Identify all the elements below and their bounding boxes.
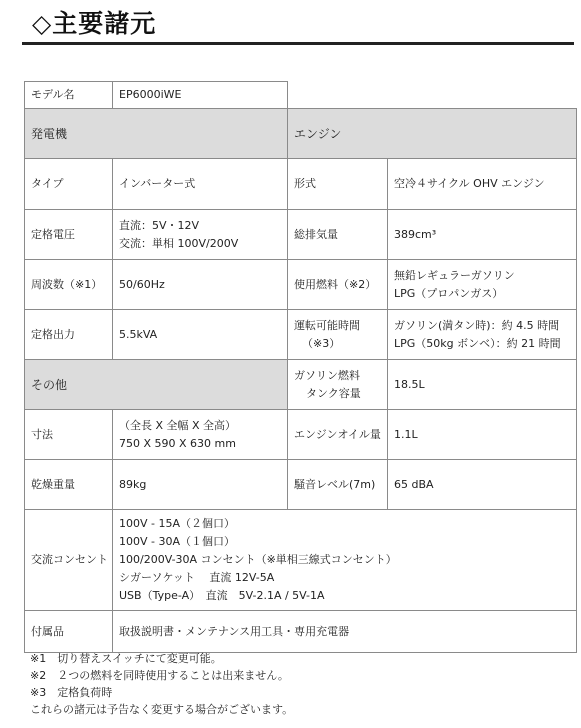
dimensions-value <box>113 410 288 460</box>
dimensions-label: 寸法 <box>25 410 113 460</box>
table-row <box>25 510 577 611</box>
runtime-label-line1: 運転可能時間 <box>294 318 360 332</box>
spec-table <box>24 81 577 653</box>
table-row <box>25 611 577 653</box>
runtime-gasoline: ガソリン(満タン時)：約 4.5 時間 <box>394 318 560 332</box>
tank-label <box>288 360 388 410</box>
runtime-label-line2: （※3） <box>302 336 341 350</box>
fuel-gasoline: 無鉛レギュラーガソリン <box>394 268 515 282</box>
engine-type-label: 形式 <box>288 159 388 210</box>
frequency-value: 50/60Hz <box>113 260 288 310</box>
output-value: 5.5kVA <box>113 310 288 360</box>
outlet-line: 100V - 15A（２個口） <box>119 517 236 530</box>
model-value: EP6000iWE <box>113 82 288 109</box>
table-row <box>25 410 577 460</box>
voltage-ac: 交流：単相 100V/200V <box>119 236 239 250</box>
tank-label-line2: タンク容量 <box>306 386 361 400</box>
oil-label: エンジンオイル量 <box>288 410 388 460</box>
table-row <box>25 260 577 310</box>
dimensions-caption: （全長 X 全幅 X 全高） <box>119 418 237 432</box>
outlet-value <box>113 510 577 611</box>
voltage-label: 定格電圧 <box>25 210 113 260</box>
displacement-value: 389cm³ <box>388 210 577 260</box>
fuel-lpg: LPG（プロパンガス） <box>394 286 504 300</box>
page-title: ◇主要諸元 <box>32 9 157 38</box>
type-value: インバーター式 <box>113 159 288 210</box>
outlet-line: シガーソケット 直流 12V-5A <box>119 571 275 584</box>
voltage-dc: 直流：5V・12V <box>119 218 200 232</box>
outlet-line: 100/200V-30A コンセント（※単相三線式コンセント） <box>119 553 397 566</box>
footnote: これらの諸元は予告なく変更する場合がございます。 <box>30 703 294 716</box>
footnote: ※3 定格負荷時 <box>30 686 113 699</box>
fuel-value <box>388 260 577 310</box>
footnote: ※2 ２つの燃料を同時使用することは出来ません。 <box>30 669 289 682</box>
title-divider <box>22 42 574 45</box>
dimensions-numbers: 750 X 590 X 630 mm <box>119 436 236 450</box>
tank-value: 18.5L <box>388 360 577 410</box>
type-label: タイプ <box>25 159 113 210</box>
model-label: モデル名 <box>25 82 113 109</box>
weight-value: 89kg <box>113 460 288 510</box>
fuel-label: 使用燃料（※2） <box>288 260 388 310</box>
engine-header: エンジン <box>288 109 577 159</box>
runtime-lpg: LPG（50kg ボンベ）：約 21 時間 <box>394 336 561 350</box>
tank-label-line1: ガソリン燃料 <box>294 368 360 382</box>
table-row <box>25 82 577 109</box>
runtime-value <box>388 310 577 360</box>
output-label: 定格出力 <box>25 310 113 360</box>
outlet-line: 100V - 30A（１個口） <box>119 535 236 548</box>
runtime-label <box>288 310 388 360</box>
engine-type-value: 空冷４サイクル OHV エンジン <box>388 159 577 210</box>
table-row <box>25 159 577 210</box>
weight-label: 乾燥重量 <box>25 460 113 510</box>
outlet-line: USB（Type-A） 直流 5V-2.1A / 5V-1A <box>119 589 325 602</box>
generator-header: 発電機 <box>25 109 288 159</box>
table-row <box>25 210 577 260</box>
frequency-label: 周波数（※1） <box>25 260 113 310</box>
noise-label: 騒音レベル(7m) <box>288 460 388 510</box>
outlet-label: 交流コンセント <box>25 510 113 611</box>
voltage-value <box>113 210 288 260</box>
accessories-value: 取扱説明書・メンテナンス用工具・専用充電器 <box>113 611 577 653</box>
other-header: その他 <box>25 360 288 410</box>
displacement-label: 総排気量 <box>288 210 388 260</box>
table-row <box>25 460 577 510</box>
table-row <box>25 360 577 410</box>
blank-cell <box>288 82 577 109</box>
oil-value: 1.1L <box>388 410 577 460</box>
footnote: ※1 切り替えスイッチにて変更可能。 <box>30 652 222 665</box>
table-row <box>25 310 577 360</box>
table-row <box>25 109 577 159</box>
accessories-label: 付属品 <box>25 611 113 653</box>
noise-value: 65 dBA <box>388 460 577 510</box>
footnotes <box>30 650 293 718</box>
